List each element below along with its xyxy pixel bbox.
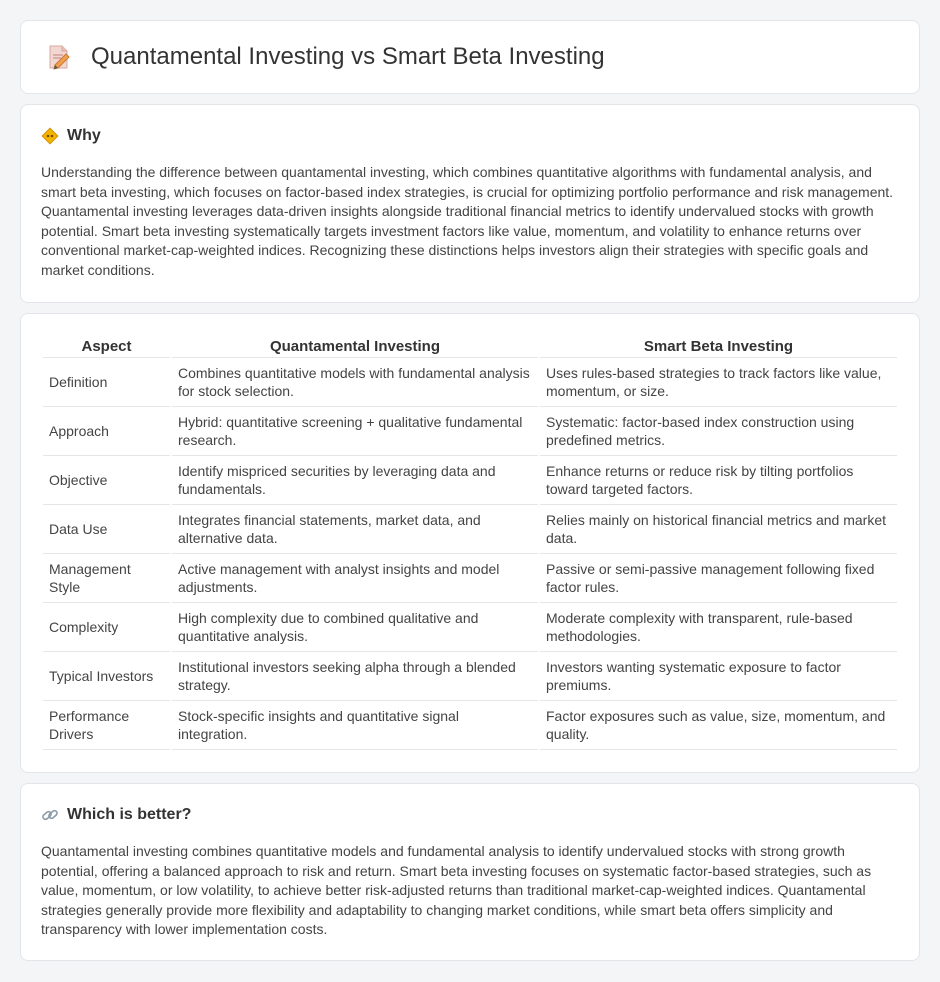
table-row: [43, 505, 897, 554]
aspect-cell: Definition: [43, 358, 170, 407]
smart-beta-cell: Enhance returns or reduce risk by tilting portfolios toward targeted factors.: [540, 456, 897, 505]
aspect-cell: Data Use: [43, 505, 170, 554]
aspect-cell: Performance Drivers: [43, 701, 170, 750]
table-header-row: [43, 330, 897, 358]
diamond-sign-icon: [41, 127, 59, 145]
smart-beta-cell: Moderate complexity with transparent, rule-based methodologies.: [540, 603, 897, 652]
header-smart-beta: Smart Beta Investing: [540, 330, 897, 358]
table-row: [43, 701, 897, 750]
smart-beta-cell: Uses rules-based strategies to track factors like value, momentum, or size.: [540, 358, 897, 407]
quantamental-cell: Integrates financial statements, market data, and alternative data.: [172, 505, 538, 554]
quantamental-cell: Combines quantitative models with fundamental analysis for stock selection.: [172, 358, 538, 407]
comparison-table: [41, 330, 899, 750]
aspect-cell: Complexity: [43, 603, 170, 652]
document-pencil-icon: [45, 43, 73, 71]
quantamental-cell: Active management with analyst insights and model adjustments.: [172, 554, 538, 603]
quantamental-cell: Stock-specific insights and quantitative signal integration.: [172, 701, 538, 750]
aspect-cell: Approach: [43, 407, 170, 456]
table-row: [43, 456, 897, 505]
aspect-cell: Objective: [43, 456, 170, 505]
header-quantamental: Quantamental Investing: [172, 330, 538, 358]
smart-beta-cell: Factor exposures such as value, size, momentum, and quality.: [540, 701, 897, 750]
better-title: Which is better?: [67, 806, 192, 823]
header-aspect: Aspect: [43, 330, 170, 358]
quantamental-cell: Identify mispriced securities by leveraging data and fundamentals.: [172, 456, 538, 505]
quantamental-cell: High complexity due to combined qualitative and quantitative analysis.: [172, 603, 538, 652]
why-title: Why: [67, 127, 101, 144]
why-section: [20, 104, 920, 303]
table-row: [43, 358, 897, 407]
aspect-cell: Typical Investors: [43, 652, 170, 701]
comparison-card: [20, 313, 920, 773]
link-icon: [41, 806, 59, 824]
better-heading: [41, 806, 899, 824]
smart-beta-cell: Investors wanting systematic exposure to factor premiums.: [540, 652, 897, 701]
quantamental-cell: Hybrid: quantitative screening + qualitative fundamental research.: [172, 407, 538, 456]
table-row: [43, 603, 897, 652]
why-heading: [41, 127, 899, 145]
table-row: [43, 554, 897, 603]
header-card: [20, 20, 920, 94]
smart-beta-cell: Relies mainly on historical financial metrics and market data.: [540, 505, 897, 554]
better-text: Quantamental investing combines quantitative models and fundamental analysis to identify undervalued stocks with strong growth potential, offering a balanced approach to risk and return. Smart beta investing focuses on systematic factor-based strategies, such as value, momentum, or low volatility, to achieve better risk-adjusted returns than traditional market-cap-weighted indices. Quantamental strategies generally provide more flexibility and adaptability to changing market conditions, while smart beta offers simplicity and transparency with lower implementation costs.: [41, 843, 872, 937]
table-row: [43, 652, 897, 701]
quantamental-cell: Institutional investors seeking alpha through a blended strategy.: [172, 652, 538, 701]
smart-beta-cell: Systematic: factor-based index construction using predefined metrics.: [540, 407, 897, 456]
which-is-better-section: [20, 783, 920, 961]
smart-beta-cell: Passive or semi-passive management following fixed factor rules.: [540, 554, 897, 603]
page-title: Quantamental Investing vs Smart Beta Investing: [91, 43, 605, 70]
why-text: Understanding the difference between quantamental investing, which combines quantitative algorithms with fundamental analysis, and smart beta investing, which focuses on factor-based index strategies, is crucial for optimizing portfolio performance and risk management. Quantamental investing leverages data-driven insights alongside traditional financial metrics to identify undervalued stocks with growth potential. Smart beta investing systematically targets investment factors like value, momentum, and volatility to enhance returns over conventional market-cap-weighted indices. Recognizing these distinctions helps investors align their strategies with specific goals and market conditions.: [41, 164, 894, 278]
table-row: [43, 407, 897, 456]
aspect-cell: Management Style: [43, 554, 170, 603]
